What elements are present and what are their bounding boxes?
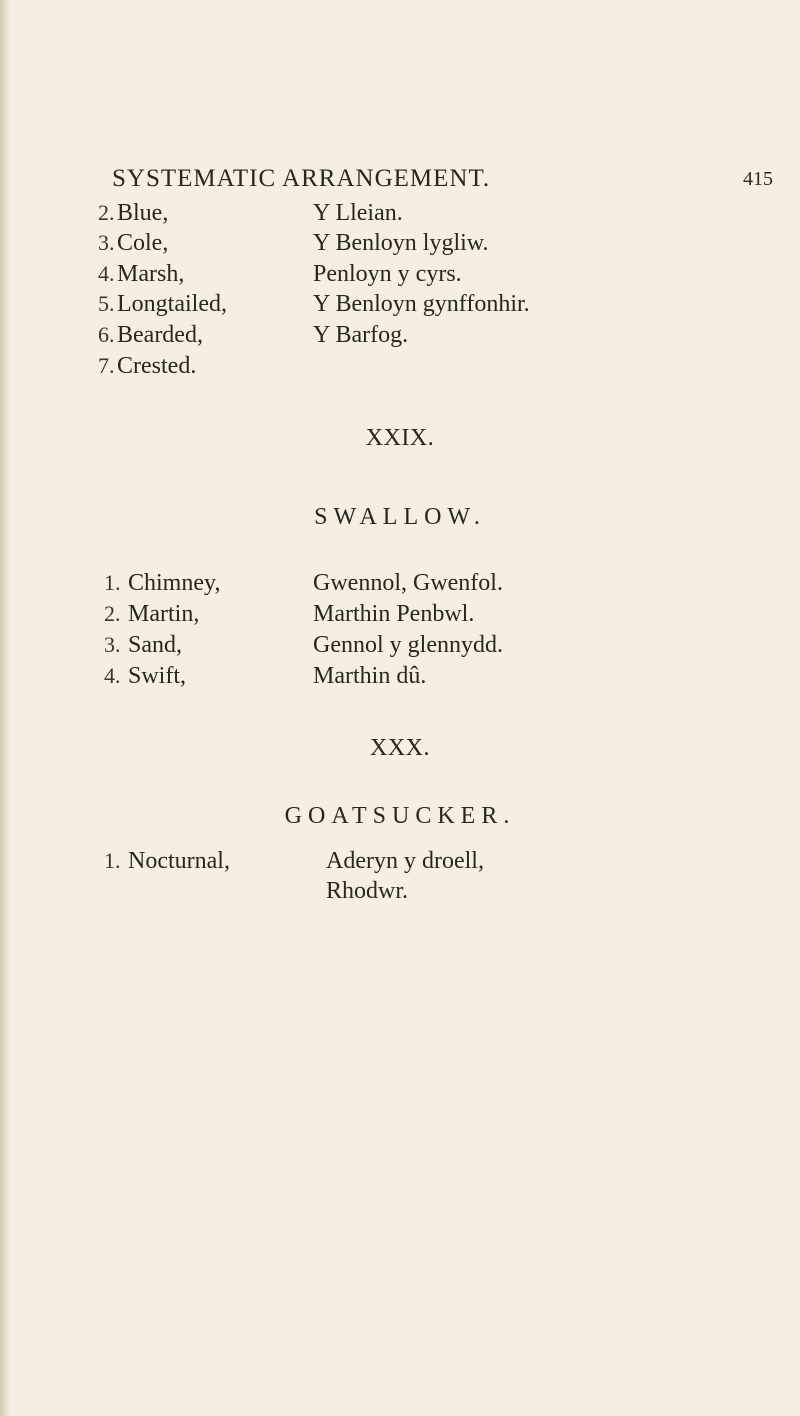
- english-name: Swift,: [128, 663, 187, 689]
- section-number: XXX.: [370, 735, 430, 761]
- entry-number: 2.: [98, 200, 115, 225]
- welsh-name: Y Lleian.: [313, 200, 403, 226]
- running-header: SYSTEMATIC ARRANGEMENT.: [112, 165, 491, 192]
- english-name: Sand,: [128, 632, 182, 658]
- list-item: [0, 200, 800, 232]
- english-name: Martin,: [128, 601, 200, 627]
- welsh-name: Gwennol, Gwenfol.: [313, 570, 503, 596]
- welsh-name: Aderyn y droell,: [326, 848, 484, 874]
- english-name: Blue,: [117, 200, 169, 226]
- welsh-name: Marthin dû.: [313, 663, 427, 689]
- list-item: [0, 291, 800, 323]
- welsh-name: Y Benloyn lygliw.: [313, 230, 489, 256]
- list-item: [0, 632, 800, 664]
- english-name: Bearded,: [117, 322, 203, 348]
- english-name: Nocturnal,: [128, 848, 230, 874]
- welsh-name: Y Barfog.: [313, 322, 409, 348]
- entry-number: 4.: [98, 261, 115, 286]
- list-item: [0, 353, 800, 385]
- english-name: Marsh,: [117, 261, 185, 287]
- entry-number: 7.: [98, 353, 115, 378]
- list-item: [0, 322, 800, 354]
- english-name: Cole,: [117, 230, 169, 256]
- section-number: XXIX.: [365, 425, 435, 451]
- welsh-name-continued: Rhodwr.: [326, 878, 409, 904]
- page-number: 415: [743, 168, 773, 190]
- english-name: Crested.: [117, 353, 197, 379]
- list-item: [0, 663, 800, 695]
- welsh-name: Penloyn y cyrs.: [313, 261, 462, 287]
- entry-number: 6.: [98, 322, 115, 347]
- welsh-name: Gennol y glennydd.: [313, 632, 503, 658]
- list-item: [0, 261, 800, 293]
- list-item: [0, 570, 800, 602]
- english-name: Longtailed,: [117, 291, 227, 317]
- list-item: [0, 848, 800, 880]
- entry-number: 5.: [98, 291, 115, 316]
- welsh-name: Y Benloyn gynffonhir.: [313, 291, 530, 317]
- welsh-name: Marthin Penbwl.: [313, 601, 475, 627]
- entry-number: 2.: [104, 601, 121, 626]
- section-heading: SWALLOW.: [314, 504, 486, 530]
- entry-number: 1.: [104, 848, 121, 873]
- section-heading: GOATSUCKER.: [284, 803, 516, 829]
- list-item: [0, 230, 800, 262]
- list-item: [0, 601, 800, 633]
- english-name: Chimney,: [128, 570, 221, 596]
- entry-number: 3.: [104, 632, 121, 657]
- entry-number: 3.: [98, 230, 115, 255]
- entry-number: 4.: [104, 663, 121, 688]
- entry-number: 1.: [104, 570, 121, 595]
